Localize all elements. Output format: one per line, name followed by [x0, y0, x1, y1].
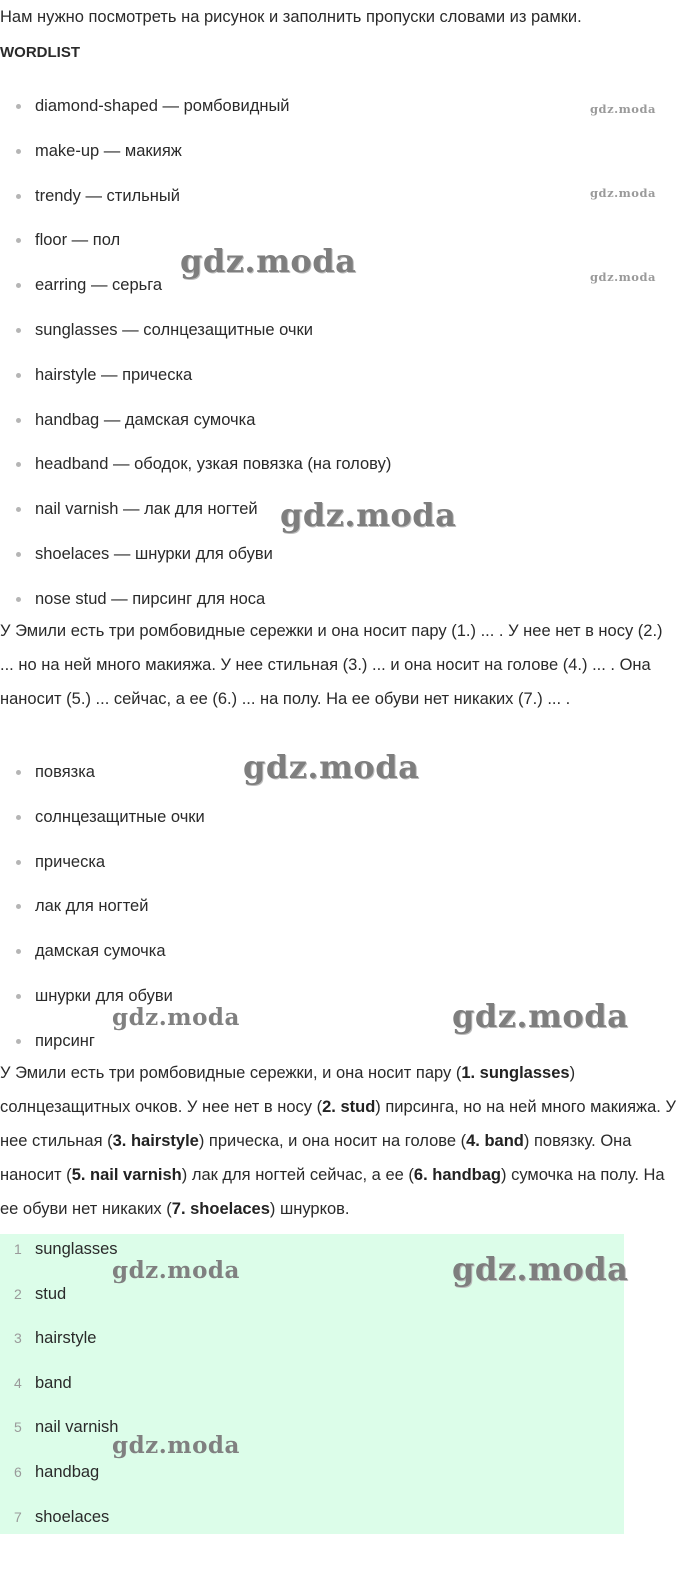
task-text: У Эмили есть три ромбовидные сережки и она носит пару (1.) ... . У нее нет в носу (2.) ... но на ней много макияжа. У нее стильная (3.) ... и она носит на голове (4.) ... . Она наносит (5.) ... сейчас, а ее (6.) ... на полу. На ее обуви нет никаких (7.) ... .: [0, 622, 663, 708]
item-number: 1: [14, 1241, 22, 1257]
wordlist-heading: WORDLIST: [0, 44, 80, 61]
list-item: [0, 1234, 118, 1279]
answer-segment: ) пирсинга, но на ней много макияжа. У нее стильная (: [0, 1098, 676, 1150]
wordlist: [0, 91, 391, 629]
watermark-logo: gdz.moda: [243, 748, 420, 786]
item-number: 6: [14, 1463, 22, 1480]
item-text: nail varnish: [35, 1418, 119, 1437]
watermark-logo: gdz.moda: [180, 242, 357, 280]
list-item: лак для ногтей: [0, 891, 205, 936]
list-item: nail varnish — лак для ногтей: [0, 494, 391, 539]
answer-segment: ) шнурков.: [269, 1200, 350, 1218]
answer-highlight: 1. sunglasses: [461, 1064, 570, 1082]
watermark-logo: gdz.moda: [590, 270, 656, 284]
watermark-logo: gdz.moda: [112, 1004, 240, 1031]
answer-segment: ) солнцезащитных очков. У нее нет в носу (: [0, 1064, 576, 1116]
answer-segment: ) повязку. Она наносит (: [0, 1132, 632, 1184]
item-text: stud: [35, 1284, 67, 1303]
list-item: повязка: [0, 757, 205, 802]
item-text: handbag: [35, 1462, 100, 1481]
answers-list: [0, 1234, 118, 1546]
answer-highlight: 6. handbag: [413, 1166, 501, 1184]
list-item: hairstyle — прическа: [0, 360, 391, 405]
watermark-logo: gdz.moda: [280, 496, 457, 534]
list-item: [0, 1368, 118, 1413]
list-item: handbag — дамская сумочка: [0, 405, 391, 450]
list-item: шнурки для обуви: [0, 981, 205, 1026]
item-number: 4: [14, 1374, 22, 1391]
answer-segment: ) лак для ногтей сейчас, а ее (: [181, 1166, 414, 1184]
item-text: band: [35, 1373, 72, 1392]
list-item: солнцезащитные очки: [0, 802, 205, 847]
item-text: hairstyle: [35, 1329, 97, 1348]
item-number: 7: [14, 1508, 22, 1525]
item-number: 5: [14, 1419, 22, 1436]
answer-highlight: 2. stud: [322, 1098, 376, 1116]
list-item: make-up — макияж: [0, 136, 391, 181]
list-item: trendy — стильный: [0, 181, 391, 226]
list-item: прическа: [0, 847, 205, 892]
list-item: [0, 1457, 118, 1502]
list-item: [0, 1502, 118, 1547]
list-item: пирсинг: [0, 1026, 205, 1071]
answer-highlight: 4. band: [466, 1132, 524, 1150]
item-number: 3: [14, 1330, 22, 1347]
list-item: floor — пол: [0, 225, 391, 270]
answer-highlight: 3. hairstyle: [112, 1132, 199, 1150]
watermark-logo: gdz.moda: [590, 186, 656, 200]
list-item: sunglasses — солнцезащитные очки: [0, 315, 391, 360]
watermark-logo: gdz.moda: [452, 997, 629, 1035]
list-item: дамская сумочка: [0, 936, 205, 981]
list-item: [0, 1412, 118, 1457]
list-item: shoelaces — шнурки для обуви: [0, 539, 391, 584]
list-item: headband — ободок, узкая повязка (на голову): [0, 449, 391, 494]
list-item: [0, 1279, 118, 1324]
watermark-logo: gdz.moda: [452, 1250, 629, 1288]
watermark-logo: gdz.moda: [112, 1257, 240, 1284]
list-item: [0, 1323, 118, 1368]
list-item: nose stud — пирсинг для носа: [0, 584, 391, 629]
item-number: 2: [14, 1285, 22, 1302]
answer-segment: ) сумочка на полу. На ее обуви нет никаких (: [0, 1166, 665, 1218]
watermark-logo: gdz.moda: [112, 1432, 240, 1459]
answer-highlight: 5. nail varnish: [71, 1166, 182, 1184]
list-item: diamond-shaped — ромбовидный: [0, 91, 391, 136]
answer-highlight: 7. shoelaces: [171, 1200, 270, 1218]
item-text: sunglasses: [35, 1240, 118, 1258]
answer-text: [0, 1056, 676, 1226]
intro-text: Нам нужно посмотреть на рисунок и заполнить пропуски словами из рамки.: [0, 8, 582, 26]
answer-segment: ) прическа, и она носит на голове (: [198, 1132, 467, 1150]
list-item: earring — серьга: [0, 270, 391, 315]
item-text: shoelaces: [35, 1507, 110, 1526]
watermark-logo: gdz.moda: [590, 102, 656, 116]
answer-segment: У Эмили есть три ромбовидные сережки, и она носит пару (: [0, 1064, 462, 1082]
